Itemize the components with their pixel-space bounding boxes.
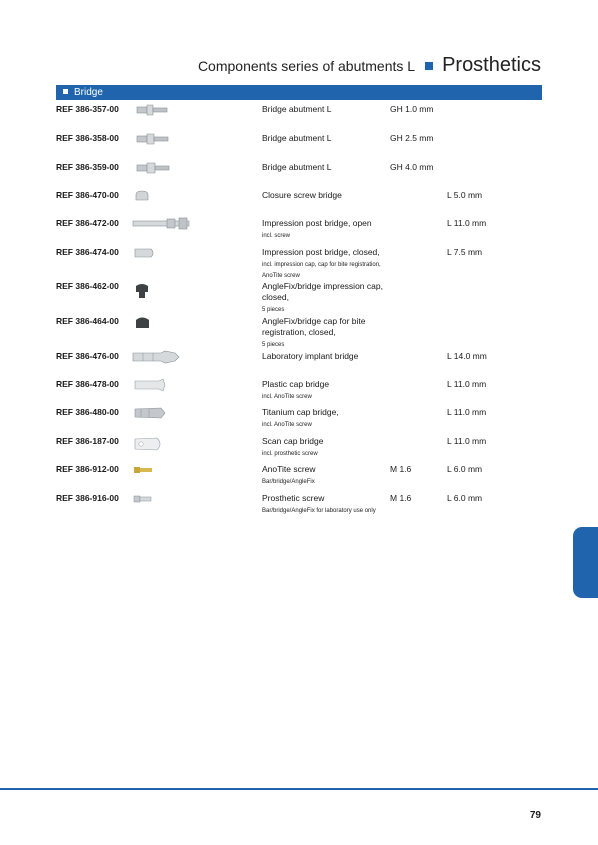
closure-screw-icon (131, 188, 191, 204)
titanium-cap-icon (131, 405, 191, 421)
item-title: AnoTite screw (262, 464, 316, 474)
ref-number: REF 386-916-00 (56, 493, 119, 503)
ref-number: REF 386-470-00 (56, 190, 119, 200)
ref-number: REF 386-357-00 (56, 104, 119, 114)
ref-number: REF 386-476-00 (56, 351, 119, 361)
ref-number: REF 386-462-00 (56, 281, 119, 291)
footer-divider (0, 788, 598, 790)
ref-number: REF 386-358-00 (56, 133, 119, 143)
laboratory-implant-icon (131, 349, 191, 365)
thread-size: M 1.6 (390, 493, 412, 503)
header-subtitle: Components series of abutments L (197, 58, 416, 74)
item-note: Bar/bridge/AngleFix for laboratory use only (262, 508, 376, 514)
section-square-icon (63, 89, 68, 94)
item-description (262, 379, 390, 401)
item-note: incl. AnoTite screw (262, 422, 312, 428)
item-length: L 6.0 mm (447, 493, 483, 503)
item-description (262, 218, 390, 240)
item-length: L 11.0 mm (447, 379, 487, 389)
item-title: Scan cap bridge (262, 436, 324, 446)
item-title: Impression post bridge, open (262, 218, 372, 228)
gingiva-height: GH 1.0 mm (390, 104, 434, 114)
item-description (262, 281, 390, 314)
item-note: incl. AnoTite screw (262, 394, 312, 400)
item-title: AngleFix/bridge cap for bite registration, closed, (262, 316, 366, 337)
item-description (262, 316, 390, 349)
item-description: Bridge abutment L (262, 162, 332, 172)
item-title: Prosthetic screw (262, 493, 325, 503)
anotite-screw-icon (131, 462, 191, 478)
item-description: Bridge abutment L (262, 104, 332, 114)
item-note: Bar/bridge/AngleFix (262, 479, 315, 485)
item-length: L 5.0 mm (447, 190, 483, 200)
item-description: Laboratory implant bridge (262, 351, 359, 361)
item-title: Impression post bridge, closed, (262, 247, 380, 257)
plastic-cap-icon (131, 377, 191, 393)
gingiva-height: GH 4.0 mm (390, 162, 434, 172)
item-note: incl. prosthetic screw (262, 451, 318, 457)
bridge-abutment-icon (131, 102, 191, 118)
item-note: 5 pieces (262, 307, 285, 313)
item-description: Bridge abutment L (262, 133, 332, 143)
gingiva-height: GH 2.5 mm (390, 133, 434, 143)
item-description (262, 436, 390, 458)
section-label: Bridge (74, 87, 103, 98)
ref-number: REF 386-480-00 (56, 407, 119, 417)
header-square-icon (425, 62, 433, 70)
section-tab (573, 527, 598, 598)
impression-post-open-icon (131, 216, 191, 232)
item-note: incl. impression cap, cap for bite registration, AnoTite screw (262, 262, 381, 279)
item-title: Plastic cap bridge (262, 379, 330, 389)
item-note: incl. screw (262, 233, 291, 239)
item-length: L 11.0 mm (447, 407, 487, 417)
anglefix-bite-cap-icon (131, 314, 191, 330)
ref-number: REF 386-912-00 (56, 464, 119, 474)
ref-number: REF 386-472-00 (56, 218, 119, 228)
item-description (262, 407, 390, 429)
ref-number: REF 386-478-00 (56, 379, 119, 389)
header-title: Prosthetics (442, 54, 541, 76)
item-description (262, 493, 390, 515)
item-description (262, 247, 390, 280)
ref-number: REF 386-187-00 (56, 436, 119, 446)
item-description: Closure screw bridge (262, 190, 342, 200)
thread-size: M 1.6 (390, 464, 412, 474)
item-description (262, 464, 390, 486)
item-length: L 11.0 mm (447, 436, 487, 446)
item-length: L 14.0 mm (447, 351, 487, 361)
item-note: 5 pieces (262, 342, 285, 348)
item-length: L 6.0 mm (447, 464, 483, 474)
scan-cap-icon (131, 434, 191, 454)
prosthetic-screw-icon (131, 491, 191, 507)
item-title: AngleFix/bridge impression cap, closed, (262, 281, 383, 302)
item-title: Titanium cap bridge, (262, 407, 339, 417)
bridge-abutment-icon (131, 160, 191, 176)
bridge-abutment-icon (131, 131, 191, 147)
ref-number: REF 386-359-00 (56, 162, 119, 172)
impression-post-closed-icon (131, 245, 191, 261)
item-length: L 7.5 mm (447, 247, 483, 257)
ref-number: REF 386-464-00 (56, 316, 119, 326)
item-length: L 11.0 mm (447, 218, 487, 228)
ref-number: REF 386-474-00 (56, 247, 119, 257)
anglefix-impression-cap-icon (131, 279, 191, 301)
page-header (198, 54, 541, 77)
page-number: 79 (529, 810, 541, 821)
section-band (56, 85, 542, 100)
